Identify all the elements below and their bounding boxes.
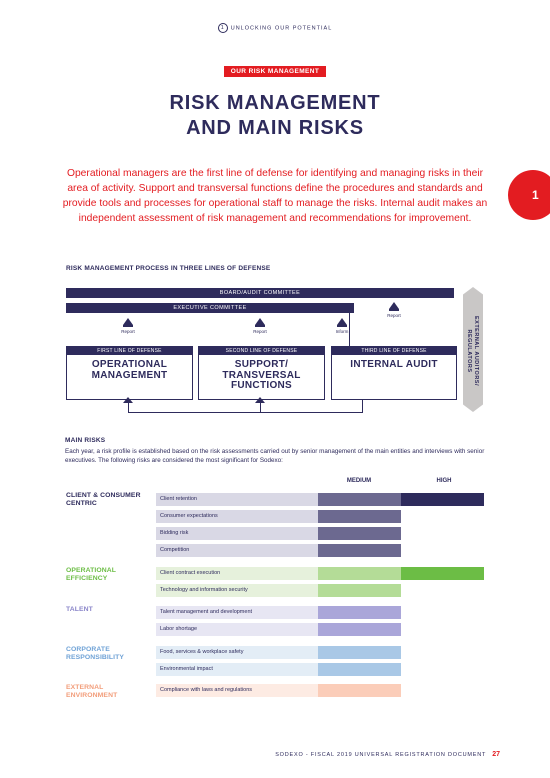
inform-connector (349, 313, 350, 346)
risk-label: Bidding risk (160, 530, 189, 536)
first-line-box (66, 346, 193, 400)
feedback-line (128, 412, 363, 413)
risk-category-label: CLIENT & CONSUMER CENTRIC (66, 492, 141, 507)
risk-row (156, 493, 484, 506)
first-line-head: FIRST LINE OF DEFENSE (67, 347, 192, 355)
chapter-tab[interactable]: 1 (508, 170, 550, 220)
risk-row (156, 510, 401, 523)
risk-level-bar (318, 606, 401, 619)
executive-bar: EXECUTIVE COMMITTEE (66, 303, 354, 313)
second-line-head: SECOND LINE OF DEFENSE (199, 347, 324, 355)
footer-text: SODEXO - FISCAL 2019 UNIVERSAL REGISTRATION DOCUMENT (275, 752, 487, 758)
first-line-body: OPERATIONAL MANAGEMENT (91, 359, 168, 381)
arrow-base (255, 325, 265, 327)
arrow-base (123, 325, 133, 327)
risk-row (156, 684, 401, 697)
risk-level-bar (318, 527, 401, 540)
third-line-box (331, 346, 457, 400)
arrow-up-icon (123, 397, 133, 403)
arrow-base (389, 309, 399, 311)
risk-level-bar (318, 544, 401, 557)
page-title-line1: RISK MANAGEMENT (169, 92, 381, 114)
risk-category-label: EXTERNAL ENVIRONMENT (66, 684, 118, 699)
risk-label: Client contract execution (160, 570, 221, 576)
risk-level-bar (318, 663, 401, 676)
second-line-body: SUPPORT/ TRANSVERSAL FUNCTIONS (222, 359, 301, 391)
arrow-up-icon (123, 318, 133, 325)
risk-label: Talent management and development (160, 609, 253, 615)
risk-level-bar (318, 646, 401, 659)
external-auditors-label: EXTERNAL AUDITORS/ REGULATORS (466, 315, 479, 386)
risk-level-bar (318, 493, 484, 506)
third-line-body: INTERNAL AUDIT (350, 359, 438, 370)
risk-category-label: TALENT (66, 606, 93, 613)
risk-row (156, 646, 401, 659)
risk-label: Technology and information security (160, 587, 248, 593)
scale-medium-label: MEDIUM (346, 478, 372, 484)
risk-level-bar (318, 623, 401, 636)
risk-level-bar (318, 584, 401, 597)
risk-category-label: CORPORATE RESPONSIBILITY (66, 646, 125, 661)
risk-label: Food, services & workplace safety (160, 649, 244, 655)
intro-paragraph: Operational managers are the first line of defense for identifying and managing risks in their area of activity. Support and transversal functions define the procedures and standards and provide tools and processes for operational staff to manage the risks. Internal audit makes an independent assessment of risk management and recommendations for improvement. (62, 168, 488, 224)
risk-row (156, 606, 401, 619)
page-title (0, 91, 550, 141)
risk-category-label: OPERATIONAL EFFICIENCY (66, 567, 116, 582)
page-footer (275, 751, 500, 758)
risk-level-bar (318, 510, 401, 523)
feedback-leg-2 (260, 402, 261, 412)
third-line-head: THIRD LINE OF DEFENSE (332, 347, 456, 355)
main-risks-text: Each year, a risk profile is established based on the risk assessments carried out by senior management of the main entities and interviews with senior executives. The following risks are considered the most significant for Sodexo: (65, 448, 485, 464)
main-risks-heading: MAIN RISKS (65, 437, 106, 444)
risk-label: Environmental impact (160, 666, 213, 672)
arrow-up-icon (255, 318, 265, 325)
scale-high-label: HIGH (436, 478, 452, 484)
risk-row (156, 623, 401, 636)
report-label-1: Report (121, 329, 135, 334)
feedback-leg-1 (128, 402, 129, 412)
report-label-2: Report (253, 329, 267, 334)
arrow-up-icon (389, 302, 399, 309)
arrow-up-icon (337, 318, 347, 325)
board-bar: BOARD/AUDIT COMMITTEE (66, 288, 454, 298)
page-title-line2: AND MAIN RISKS (186, 117, 364, 139)
risk-label: Client retention (160, 496, 197, 502)
diagram-heading: RISK MANAGEMENT PROCESS IN THREE LINES OF DEFENSE (66, 265, 271, 272)
risk-row (156, 663, 401, 676)
risk-label: Compliance with laws and regulations (160, 687, 253, 693)
risk-row (156, 544, 401, 557)
risk-row (156, 527, 401, 540)
risk-level-bar (318, 684, 401, 697)
arrow-up-icon (255, 397, 265, 403)
feedback-leg-3 (362, 399, 363, 412)
risk-label: Competition (160, 547, 190, 553)
section-tag: OUR RISK MANAGEMENT (224, 66, 326, 77)
report-label-3: Report (387, 313, 401, 318)
risk-row (156, 567, 484, 580)
running-header (0, 23, 550, 33)
arrow-base (337, 325, 347, 327)
page-number: 27 (492, 751, 500, 758)
risk-row (156, 584, 401, 597)
inform-label: Inform (335, 329, 349, 334)
risk-label: Labor shortage (160, 626, 197, 632)
section-title: UNLOCKING OUR POTENTIAL (230, 25, 333, 32)
section-number: 1 (218, 23, 228, 33)
risk-label: Consumer expectations (160, 513, 218, 519)
risk-level-bar (318, 567, 484, 580)
second-line-box (198, 346, 325, 400)
